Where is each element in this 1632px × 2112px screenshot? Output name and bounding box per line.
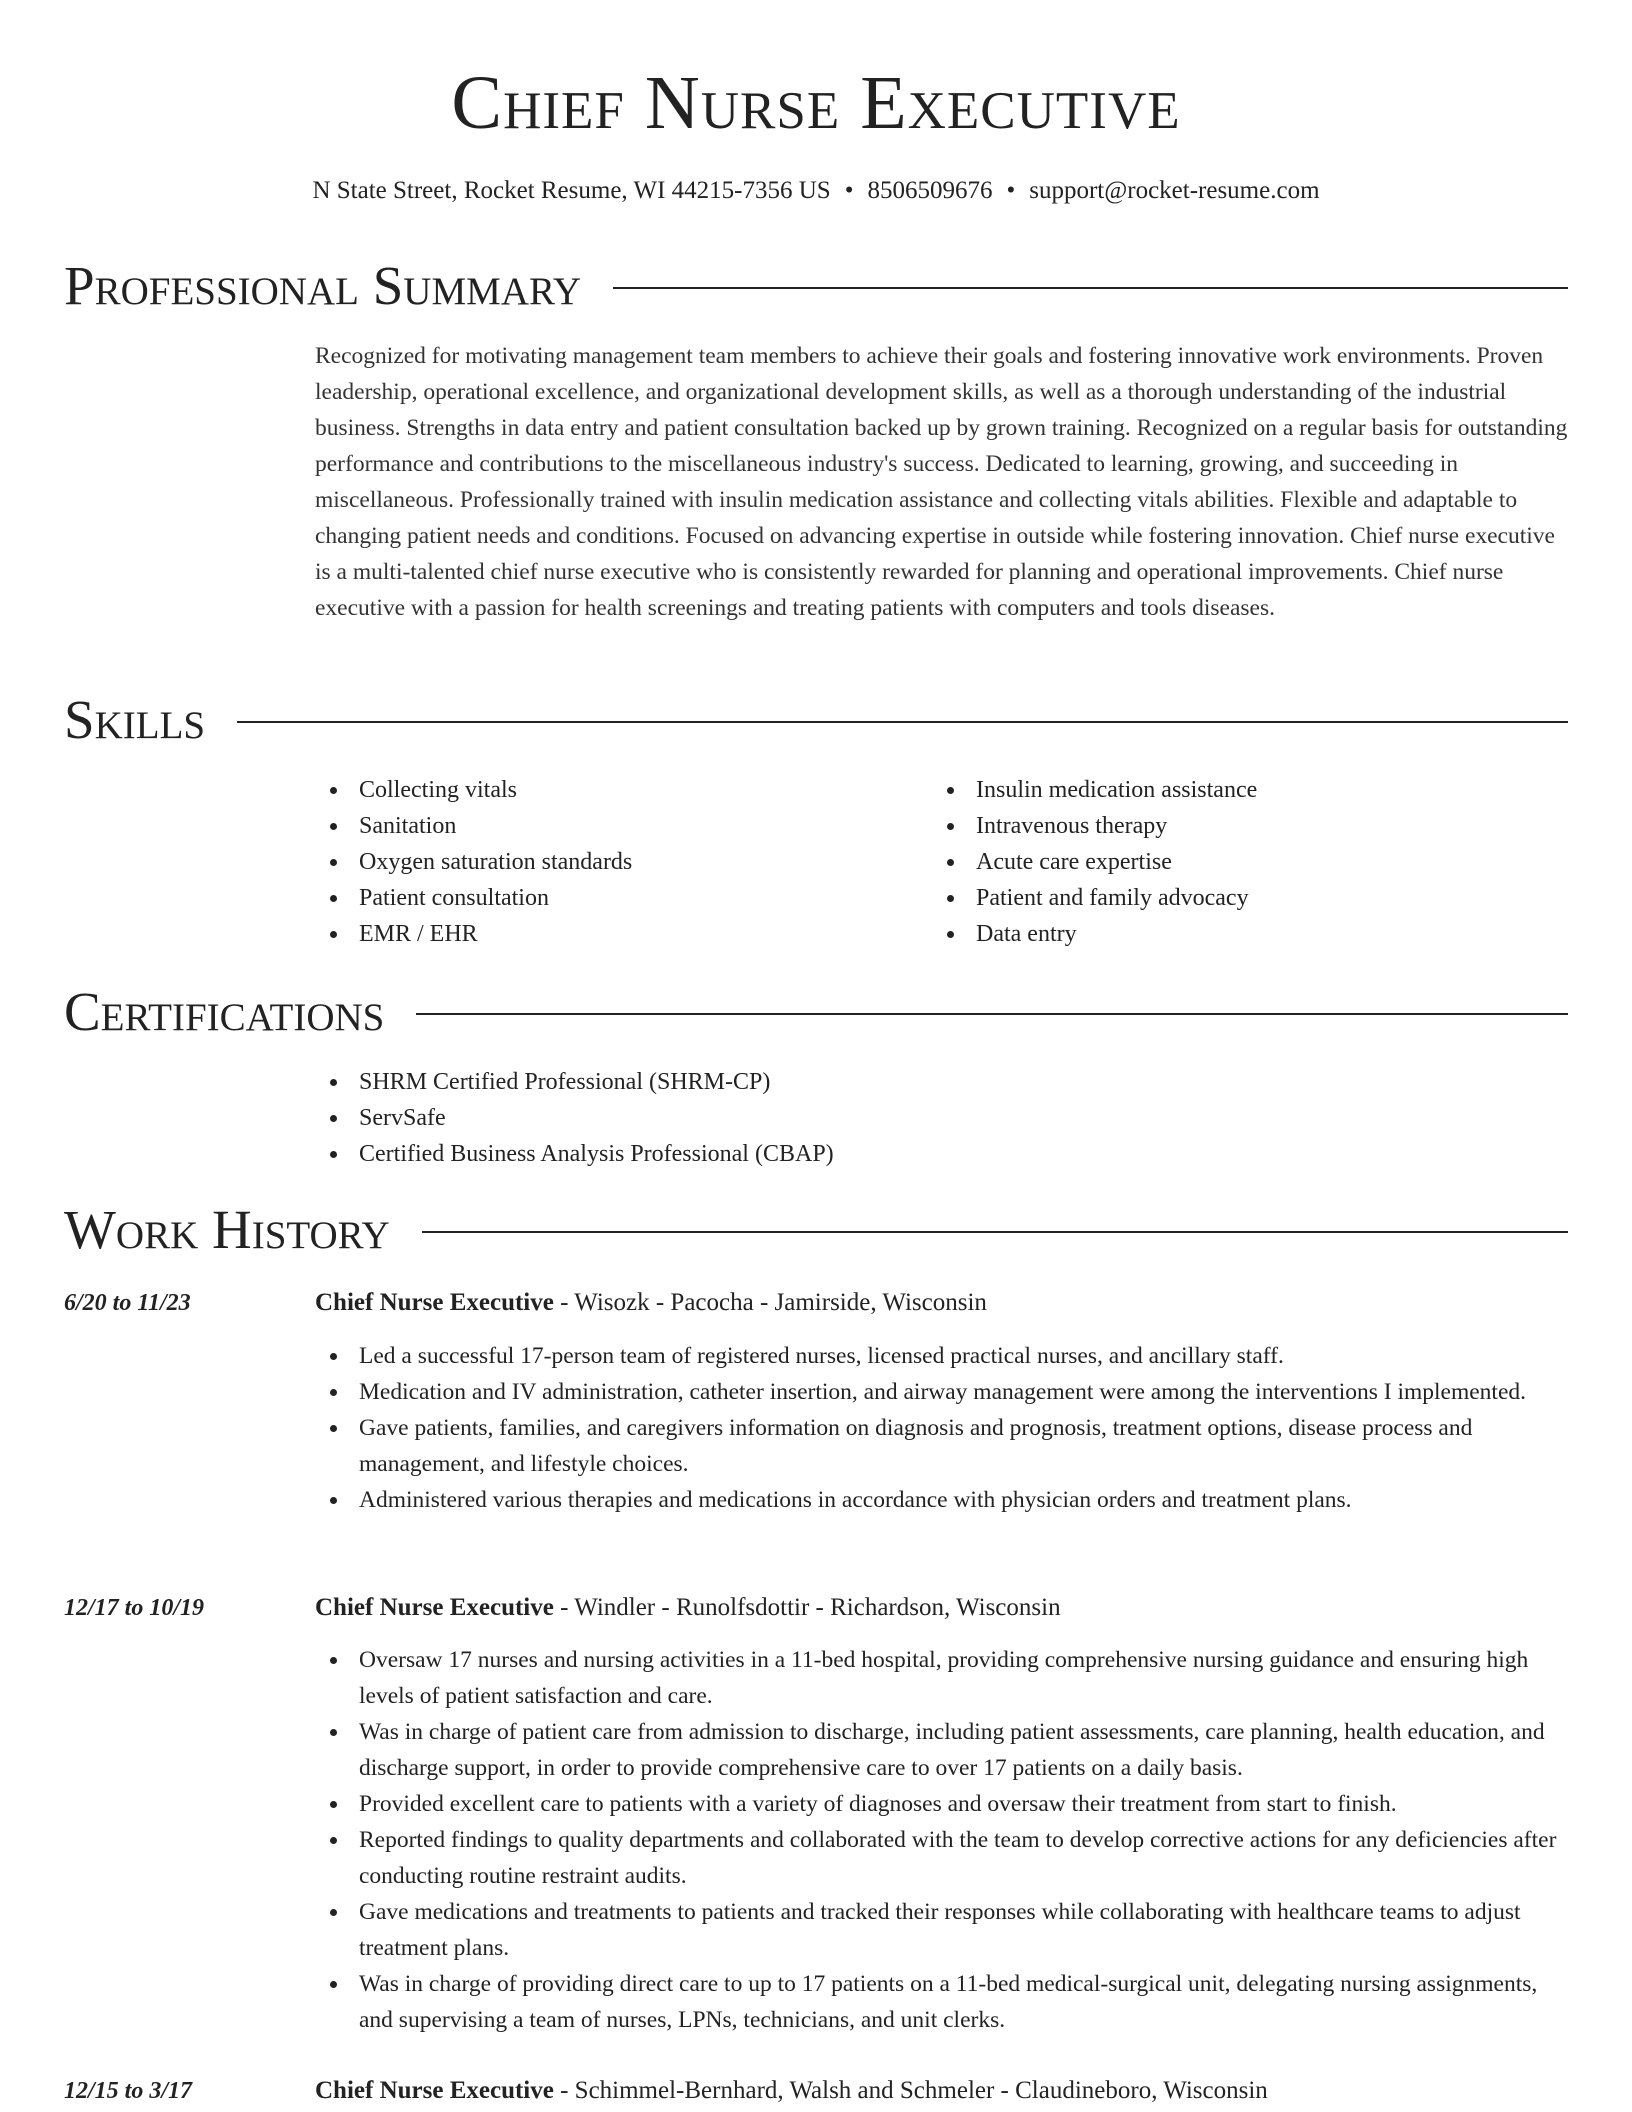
- skill-item: Insulin medication assistance: [932, 772, 1492, 808]
- section-title: Skills: [64, 689, 206, 750]
- section-title: Work History: [64, 1199, 390, 1260]
- job-bullet: Provided excellent care to patients with a variety of diagnoses and oversaw their treatment from start to finish.: [315, 1786, 1570, 1822]
- skill-item: Patient consultation: [315, 880, 875, 916]
- summary-text: Recognized for motivating management team members to achieve their goals and fostering innovative work environments. Proven leadership, operational excellence, and organizational development skills, as well as a thorough understanding of the industrial business. Strengths in data entry and patient consultation backed up by grown training. Recognized on a regular basis for outstanding performance and contributions to the miscellaneous industry's success. Dedicated to learning, growing, and succeeding in miscellaneous. Professionally trained with insulin medication assistance and collecting vitals abilities. Flexible and adaptable to changing patient needs and conditions. Focused on advancing expertise in outside while fostering innovation. Chief nurse executive is a multi-talented chief nurse executive who is consistently rewarded for planning and operational improvements. Chief nurse executive with a passion for health screenings and treating patients with computers and tools diseases.: [315, 343, 1568, 621]
- section-title: Certifications: [64, 981, 385, 1042]
- job-bullet: Reported findings to quality departments and collaborated with the team to develop corrective actions for any deficiencies after conducting routine restraint audits.: [315, 1822, 1570, 1894]
- job-dates: 12/15 to 3/17: [64, 2078, 193, 2104]
- contact-separator: •: [844, 177, 854, 204]
- skill-item: Oxygen saturation standards: [315, 844, 875, 880]
- job-dates: 6/20 to 11/23: [64, 1290, 191, 1316]
- certification-item: ServSafe: [315, 1100, 1315, 1136]
- job-title-line: [315, 1590, 1061, 1626]
- job-bullet: Administered various therapies and medications in accordance with physician orders and treatment plans.: [315, 1482, 1570, 1518]
- resume-name: Chief Nurse Executive: [451, 61, 1181, 145]
- job-role: Chief Nurse Executive: [315, 1594, 554, 1621]
- section-divider: [422, 1231, 1568, 1233]
- job-details: - Windler - Runolfsdottir - Richardson, Wisconsin: [553, 1594, 1061, 1621]
- section-title: Professional Summary: [64, 255, 582, 316]
- section-divider: [613, 287, 1568, 289]
- job-title-line: [315, 1285, 987, 1321]
- certification-item: Certified Business Analysis Professional (CBAP): [315, 1136, 1315, 1172]
- section-divider: [416, 1013, 1568, 1015]
- job-bullet: Was in charge of providing direct care to up to 17 patients on a 11-bed medical-surgical unit, delegating nursing assignments, and supervising a team of nurses, LPNs, technicians, and unit clerks.: [315, 1966, 1570, 2038]
- job-bullet: Oversaw 17 nurses and nursing activities in a 11-bed hospital, providing comprehensive nursing guidance and ensuring high levels of patient satisfaction and care.: [315, 1642, 1570, 1714]
- skill-item: EMR / EHR: [315, 916, 875, 952]
- skill-item: Intravenous therapy: [932, 808, 1492, 844]
- contact-line: [0, 173, 1632, 209]
- skill-item: Collecting vitals: [315, 772, 875, 808]
- contact-email: support@rocket-resume.com: [1029, 177, 1320, 204]
- skill-item: Sanitation: [315, 808, 875, 844]
- skills-list-right: [932, 772, 1492, 952]
- contact-separator: •: [1006, 177, 1016, 204]
- job-bullet: Was in charge of patient care from admission to discharge, including patient assessments, care planning, health education, and discharge support, in order to provide comprehensive care to over 17 patients on a daily basis.: [315, 1714, 1570, 1786]
- skill-item: Acute care expertise: [932, 844, 1492, 880]
- skills-list-left: [315, 772, 875, 952]
- section-header-skills: [64, 688, 1568, 752]
- section-divider: [237, 721, 1568, 723]
- job-bullets: [315, 1338, 1570, 1518]
- skill-item: Patient and family advocacy: [932, 880, 1492, 916]
- job-dates: 12/17 to 10/19: [64, 1595, 205, 1621]
- job-bullet: Gave patients, families, and caregivers information on diagnosis and prognosis, treatment options, disease process and management, and lifestyle choices.: [315, 1410, 1570, 1482]
- section-header-work-history: [64, 1198, 1568, 1262]
- job-bullet: Gave medications and treatments to patients and tracked their responses while collaborating with healthcare teams to adjust treatment plans.: [315, 1894, 1570, 1966]
- contact-address: N State Street, Rocket Resume, WI 44215-7356 US: [312, 177, 831, 204]
- job-bullet: Led a successful 17-person team of registered nurses, licensed practical nurses, and ancillary staff.: [315, 1338, 1570, 1374]
- skill-item: Data entry: [932, 916, 1492, 952]
- contact-phone: 8506509676: [867, 177, 993, 204]
- job-role: Chief Nurse Executive: [315, 2077, 554, 2104]
- certifications-list: [315, 1064, 1315, 1172]
- job-bullets: [315, 1642, 1570, 2038]
- job-details: - Schimmel-Bernhard, Walsh and Schmeler - Claudineboro, Wisconsin: [553, 2077, 1268, 2104]
- certification-item: SHRM Certified Professional (SHRM-CP): [315, 1064, 1315, 1100]
- section-header-summary: [64, 254, 1568, 318]
- job-details: - Wisozk - Pacocha - Jamirside, Wisconsin: [553, 1289, 987, 1316]
- job-title-line: [315, 2073, 1268, 2109]
- job-bullet: Medication and IV administration, catheter insertion, and airway management were among the interventions I implemented.: [315, 1374, 1570, 1410]
- job-role: Chief Nurse Executive: [315, 1289, 554, 1316]
- section-header-certifications: [64, 980, 1568, 1044]
